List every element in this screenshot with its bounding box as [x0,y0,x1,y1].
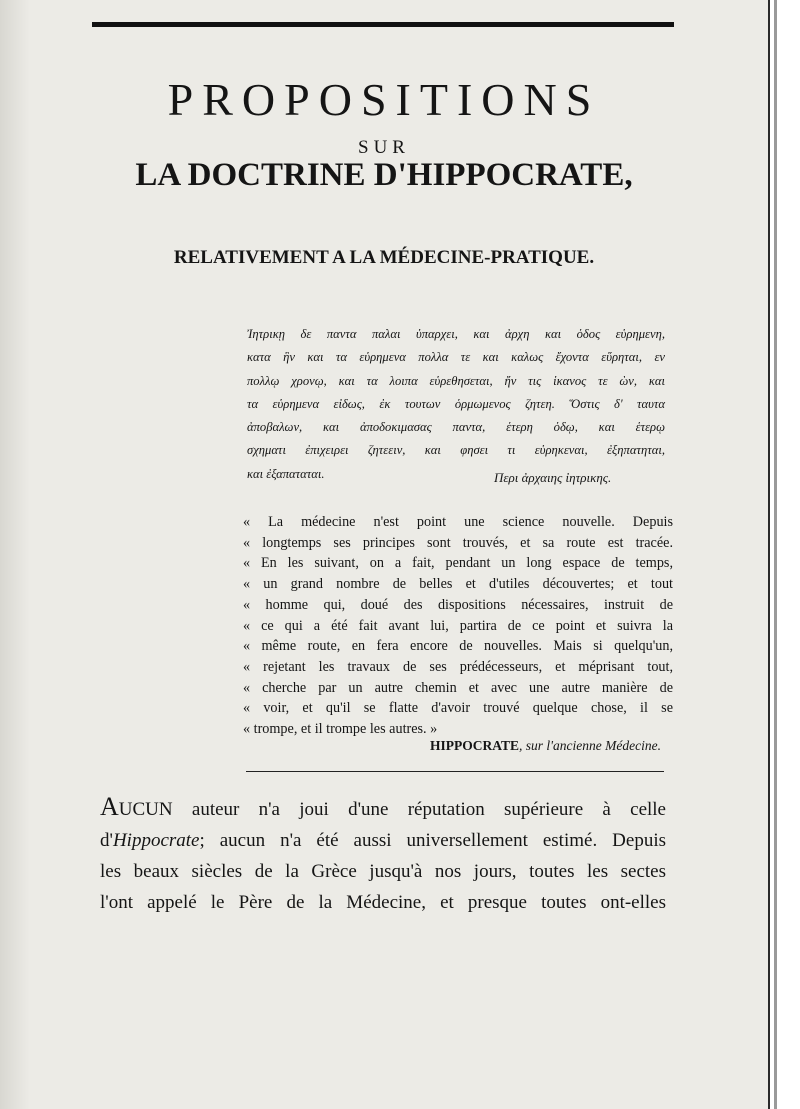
quote-line: « La médecine n'est point une science nouvelle. Depuis [243,514,673,530]
page-edge [768,0,800,1109]
greek-line: σχηματι ἐπιχειρει ζητεειν, και φησει τι εὑρηκεναι, ἐξηπατηται, [247,443,665,458]
quote-line: « trompe, et il trompe les autres. » [243,721,438,738]
page-subtitle: LA DOCTRINE D'HIPPOCRATE, [135,157,633,193]
greek-line: Ἰητρικῃ δε παντα παλαι ὑπαρχει, και ἀρχη και ὁδος εὑρημενη, [247,327,665,341]
quote-line: « un grand nombre de belles et d'utiles découvertes; et tout [243,576,673,593]
french-quote-source [381,736,661,756]
greek-line: και ἐξαπαταται. [247,466,325,481]
quote-line: « même route, en fera encore de nouvelles. Mais si quelqu'un, [243,638,673,655]
quote-line: « rejetant les travaux de ses prédécesseurs, et méprisant tout, [243,658,673,675]
quote-source-work: , sur l'ancienne Médecine. [519,738,661,753]
greek-line: τα εὑρημενα εἰδως, ἐκ τουτων ὁρμωμενος ζητεη. Ὅστις δ' ταυτα [247,396,665,411]
quote-source-author: HIPPOCRATE [430,738,520,753]
greek-epigraph [247,323,665,486]
greek-epigraph-source: Περι ἀρχαιης ἰητρικης. [494,470,612,485]
body-line [100,791,666,825]
french-quote [243,512,673,740]
body-line-text: ; aucun n'a été aussi universellement estimé. Depuis [199,830,666,851]
body-line: l'ont appelé le Père de la Médecine, et presque toutes ont-elles [100,892,666,913]
body-line: les beaux siècles de la Grèce jusqu'à nos jours, toutes les sectes [100,861,666,882]
greek-line: κατα ἣν και τα εὑρημενα πολλα τε και καλως ἔχοντα εὕρηται, εν [247,350,665,365]
top-rule [92,22,674,27]
body-line-text: d' [100,830,113,851]
body-text [100,791,666,918]
quote-line: « cherche par un autre chemin et avec une autre manière de [243,679,673,696]
body-line-text: UCUN auteur n'a joui d'une réputation supérieure à celle [118,799,666,820]
page-subtitle-secondary: RELATIVEMENT A LA MÉDECINE-PRATIQUE. [173,247,595,268]
quote-line: « ce qui a été fait avant lui, partira de ce point et suivra la [243,617,673,634]
author-name: Hippocrate [112,830,200,851]
section-rule [246,771,664,772]
quote-line: « homme qui, doué des dispositions nécessaires, instruit de [243,596,673,613]
drop-cap: A [100,792,119,821]
body-line [100,825,666,856]
quote-line: « voir, et qu'il se flatte d'avoir trouvé quelque chose, il se [243,700,673,717]
greek-line: πολλῳ χρονῳ, και τα λοιπα εὑρεθησεται, ἤν τις ἱκανος τε ὼν, και [247,373,665,388]
title-connector: SUR [358,137,410,158]
greek-line: ἀποβαλων, και ἀποδοκιμασας παντα, ἑτερη ὁδῳ, και ἑτερῳ [247,420,665,435]
quote-line: « longtemps ses principes sont trouvés, et sa route est tracée. [243,534,673,551]
page-title: PROPOSITIONS [167,74,601,125]
quote-line: « En les suivant, on a fait, pendant un long espace de temps, [243,555,673,572]
